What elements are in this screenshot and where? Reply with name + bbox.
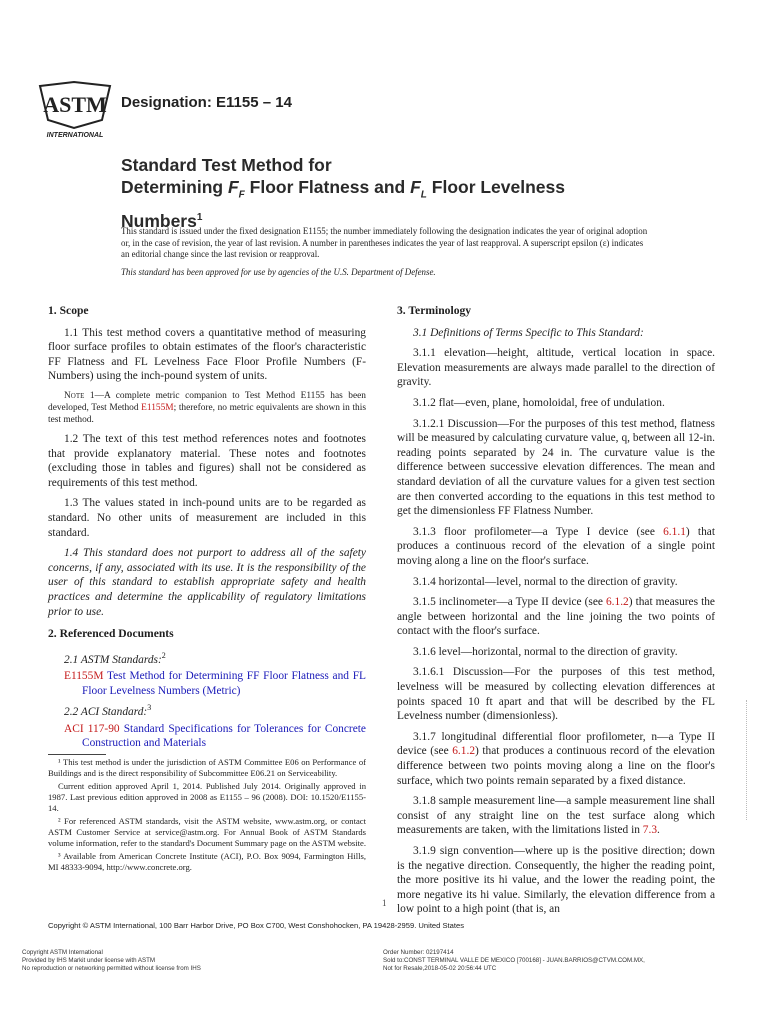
section-1-4: 1.4 This standard does not purport to address all of the safety concerns, if any, associated with its use. It is the responsibility of the user of this standard to establish appropriate safety and health practices and determine the applicability of regulatory limitations prior to use. (48, 547, 366, 618)
footnote-1b: Current edition approved April 1, 2014. Published July 2014. Originally approved in 1987. Last previous edition approved in 2008 as E1155 – 96 (2008). DOI: 10.1520/E1155-14. (48, 781, 366, 813)
logo-caption: INTERNATIONAL (46, 132, 104, 139)
link-6-1-2-b[interactable]: 6.1.2 (452, 745, 476, 758)
section-3-1-9: 3.1.9 sign convention—where up is the positive direction; down is the negative direction. Consequently, the higher the reading point, the more positive its hi value, and the lower the reading point, the more negative its hi value. Similarly, the elevation difference from a low point to a high point (that is, an (397, 845, 715, 916)
section-1-3: 1.3 The values stated in inch-pound units are to be regarded as standard. No other units of measurement are included in this standard. (48, 497, 366, 539)
left-column (48, 304, 366, 754)
page-number: 1 (382, 898, 387, 908)
section-3-1-8: 3.1.8 sample measurement line—a sample measurement line shall consist of any straight line on the test surface along which measurements are taken, with the limitations listed in 7.3. (397, 795, 715, 837)
section-3-1-6-1: 3.1.6.1 Discussion—For the purposes of this test method, levelness will be measured by collecting elevation differences at points spaced 10 ft apart and that will be described by the FL Levelness number (dimensionless). (397, 666, 715, 723)
link-6-1-1[interactable]: 6.1.1 (663, 525, 686, 538)
title-line-3: Numbers$^1$ (121, 210, 203, 231)
document-title (121, 154, 681, 231)
logo-letters: ASTM (43, 92, 107, 117)
e1155m-link[interactable]: E1155M (141, 402, 174, 413)
section-3-1-6: 3.1.6 level—horizontal, normal to the direction of gravity. (413, 645, 678, 658)
section-3-1: 3.1 Definitions of Terms Specific to This Standard: (413, 326, 644, 339)
footnote-3: ³ Available from American Concrete Institute (ACI), P.O. Box 9094, Farmington Hills, MI 48333-9094, http://www.concrete.org. (48, 851, 366, 872)
license-info-left: Copyright ASTM International Provided by IHS Markit under license with ASTM No reproduction or networking permitted without license from IHS (22, 949, 201, 972)
right-column (397, 304, 715, 923)
reference-aci-117[interactable]: ACI 117-90 Standard Specifications for Tolerances for Concrete Construction and Materials (64, 722, 366, 750)
footnote-2: ² For referenced ASTM standards, visit the ASTM website, www.astm.org, or contact ASTM Customer Service at service@astm.org. For Annual Book of ASTM Standards volume information, refer to the standard's Document Summary page on the ASTM website. (48, 816, 367, 848)
section-1-1: 1.1 This test method covers a quantitative method of measuring floor surface profiles to obtain estimates of the floor's characteristic FF Flatness and FL Levelness Face Floor Profile Numbers (F-Numbers) using the inch-pound system of units. (48, 326, 366, 383)
title-line-2: Determining $F_F$ Floor Flatness and $F_L$ Floor Levelness (121, 177, 566, 201)
section-3-1-4: 3.1.4 horizontal—level, normal to the direction of gravity. (413, 575, 678, 588)
section-2-1: 2.1 ASTM Standards:$^2$ (64, 650, 166, 666)
terminology-heading: 3. Terminology (397, 304, 472, 317)
footnote-1: ¹ This test method is under the jurisdiction of ASTM Committee E06 on Performance of Buildings and is the direct responsibility of Subcommittee E06.21 on Serviceability. (48, 757, 366, 778)
section-3-1-2-1: 3.1.2.1 Discussion—For the purposes of this test method, flatness will be measured by calculating curvature value, q, between all 12-in. reading points separated by 24 in. The curvature value is the difference between successive elevation differences. The mean and standard deviation of all the curvature values for a given test section are then converted according to the equations in this test method to get the dimensionless FF Flatness Number. (397, 417, 715, 518)
copyright-line: Copyright © ASTM International, 100 Barr Harbor Drive, PO Box C700, West Conshohocken, PA 19428-2959. United States (48, 921, 465, 930)
footnote-divider (48, 754, 106, 755)
license-info-right: Order Number: 02197414 Sold to:CONST TERMINAL VALLE DE MEXICO [700168] - JUAN.BARRIOS@CTVM.COM.MX, Not for Resale,2018-05-02 20:56:44 UTC (383, 949, 645, 972)
section-2-2: 2.2 ACI Standard:$^3$ (64, 703, 152, 719)
section-3-1-5: 3.1.5 inclinometer—a Type II device (see 6.1.2) that measures the angle between horizontal and the line joining the two points of contact with the floor's surface. (397, 596, 715, 638)
section-1-2: 1.2 The text of this test method references notes and footnotes that provide explanatory material. These notes and footnotes (excluding those in tables and figures) shall not be considered as requirements of this test method. (48, 432, 366, 489)
reference-e1155m[interactable]: E1155M Test Method for Determining FF Floor Flatness and FL Floor Levelness Numbers (Metric) (64, 670, 366, 697)
link-6-1-2[interactable]: 6.1.2 (605, 596, 629, 609)
margin-mark (746, 700, 749, 820)
title-line-1: Standard Test Method for (121, 155, 332, 175)
scope-heading: 1. Scope (48, 304, 89, 317)
preamble (121, 226, 651, 284)
section-3-1-7: 3.1.7 longitudinal differential floor profilometer, n—a Type II device (see 6.1.2) that produces a continuous record of the elevation difference between two points moving along a line on the floor's surface, which two points remain separated by a fixed distance. (397, 730, 715, 787)
dod-approval: This standard has been approved for use by agencies of the U.S. Department of Defense. (121, 266, 436, 277)
section-3-1-2: 3.1.2 flat—even, plane, homoloidal, free of undulation. (413, 396, 665, 409)
referenced-documents-heading: 2. Referenced Documents (48, 627, 174, 641)
link-7-3[interactable]: 7.3 (642, 824, 658, 837)
section-3-1-3: 3.1.3 floor profilometer—a Type I device (see 6.1.1) that produces a continuous record of the elevation of a single point moving along a line on the floor's surface. (397, 525, 715, 567)
astm-logo (34, 78, 116, 140)
designation: Designation: E1155 – 14 (121, 94, 292, 111)
note-1: Note 1—A complete metric companion to Test Method E1155 has been developed, Test Method E1155M; therefore, no metric equivalents are shown in this test method. (48, 390, 366, 425)
section-3-1-1: 3.1.1 elevation—height, altitude, vertical location in space. Elevation measurements are always made parallel to the direction of gravity. (397, 347, 715, 389)
preamble-text: This standard is issued under the fixed designation E1155; the number immediately following the designation indicates the year of original adoption or, in the case of revision, the year of last revision. A number in parentheses indicates the year of last reapproval. A superscript epsilon (ε) indicates an editorial change since the last revision or reapproval. (121, 226, 648, 260)
footnotes (48, 757, 366, 875)
